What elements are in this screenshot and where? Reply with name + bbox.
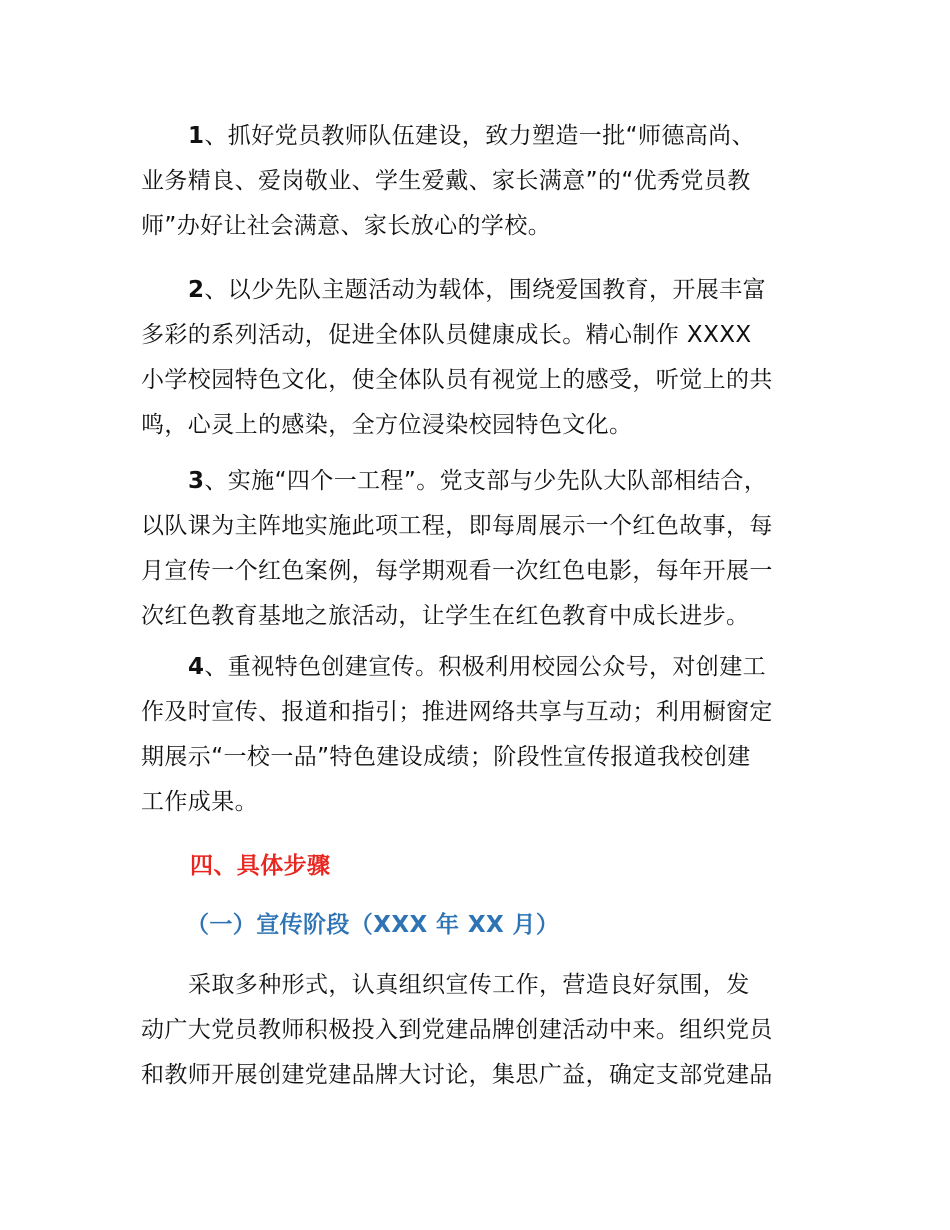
item-3-paragraph (141, 459, 813, 639)
final-paragraph (141, 963, 813, 1098)
item-4-paragraph (141, 645, 813, 825)
item-3-line-2: 以队课为主阵地实施此项工程，即每周展示一个红色故事，每 (141, 513, 773, 539)
item-4-line-4: 工作成果。 (141, 789, 258, 815)
item-1-line-1: 1、抓好党员教师队伍建设，致力塑造一批“师德高尚、 (188, 123, 755, 149)
item-3-number: 3 (188, 468, 205, 494)
final-line-2: 动广大党员教师积极投入到党建品牌创建活动中来。组织党员 (141, 1017, 773, 1043)
final-line-1: 采取多种形式，认真组织宣传工作，营造良好氛围，发 (188, 972, 750, 998)
item-2-line-3: 小学校园特色文化，使全体队员有视觉上的感受，听觉上的共 (141, 367, 773, 393)
item-1-line-3: 师”办好让社会满意、家长放心的学校。 (141, 213, 552, 239)
item-4-number: 4 (188, 654, 205, 680)
item-2-paragraph (141, 268, 813, 448)
item-4-line-2: 作及时宣传、报道和指引；推进网络共享与互动；利用橱窗定 (141, 699, 773, 725)
item-4-line-1: 4、重视特色创建宣传。积极利用校园公众号，对创建工 (188, 654, 767, 680)
sub-heading: （一）宣传阶段（XXX 年 XX 月） (186, 912, 560, 938)
item-2-number: 2 (188, 277, 205, 303)
item-4-line-3: 期展示“一校一品”特色建设成绩；阶段性宣传报道我校创建 (141, 744, 751, 770)
item-1-number: 1 (188, 123, 205, 149)
item-2-line-2: 多彩的系列活动，促进全体队员健康成长。精心制作 XXXX (141, 322, 752, 348)
item-3-line-1: 3、实施“四个一工程”。党支部与少先队大队部相结合， (188, 468, 768, 494)
item-1-line-2: 业务精良、爱岗敬业、学生爱戴、家长满意”的“优秀党员教 (141, 168, 751, 194)
item-3-line-4: 次红色教育基地之旅活动，让学生在红色教育中成长进步。 (141, 603, 750, 629)
final-line-3: 和教师开展创建党建品牌大讨论，集思广益，确定支部党建品 (141, 1062, 773, 1088)
item-3-line-3: 月宣传一个红色案例，每学期观看一次红色电影，每年开展一 (141, 558, 773, 584)
item-1-paragraph (141, 114, 813, 249)
item-2-line-1: 2、以少先队主题活动为载体，围绕爱国教育，开展丰富 (188, 277, 767, 303)
section-heading: 四、具体步骤 (190, 853, 331, 879)
item-2-line-4: 鸣，心灵上的感染，全方位浸染校园特色文化。 (141, 412, 633, 438)
